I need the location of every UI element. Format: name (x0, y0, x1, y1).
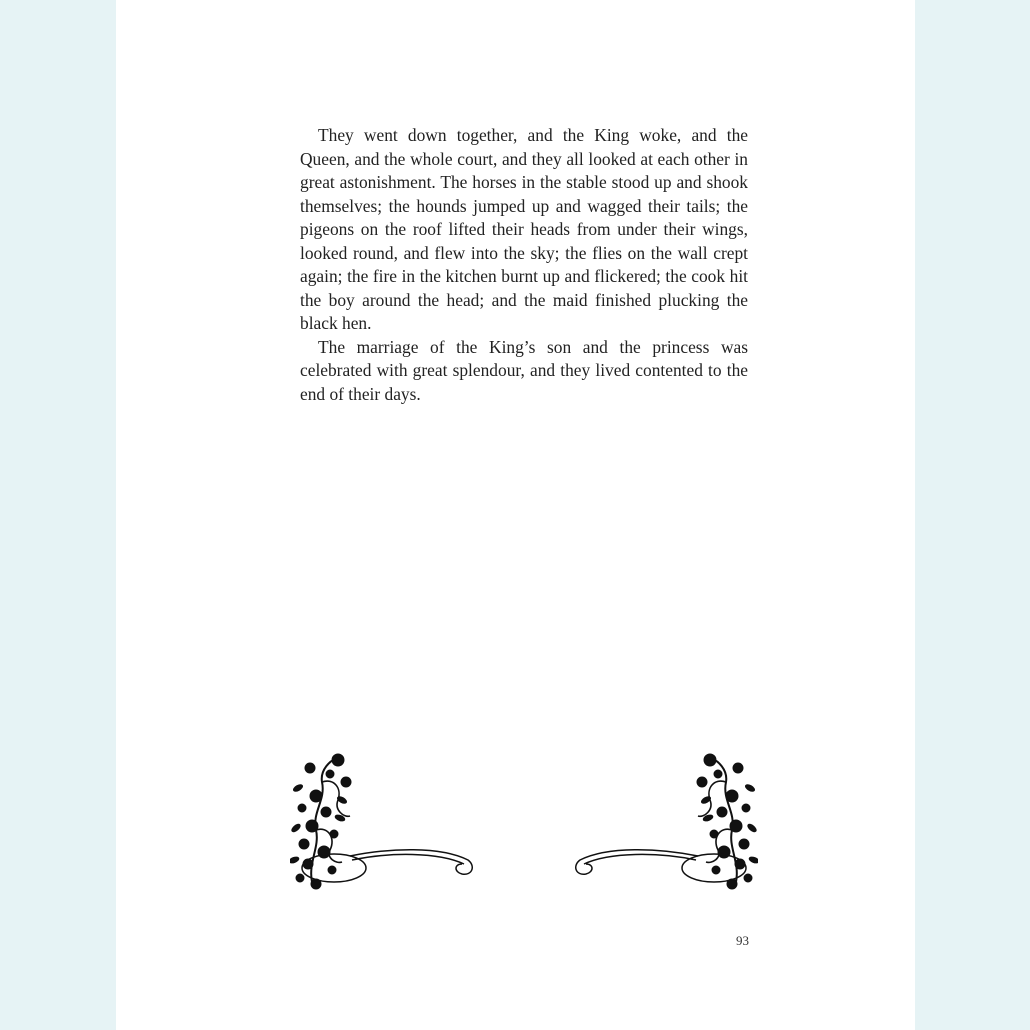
rose-vine-right-ornament (568, 752, 758, 890)
paragraph-2: The marriage of the King’s son and the princess was celebrated with great splendour, and they lived contented to the end of their days. (300, 336, 748, 404)
paragraph-1: They went down together, and the King woke, and the Queen, and the whole court, and they all looked at each other in great astonishment. The horses in the stable stood up and shook themselves; the hounds jumped up and wagged their tails; the pigeons on the roof lifted their heads from under their wings, looked round, and flew into the sky; the flies on the wall crept again; the fire in the kitchen burnt up and flickered; the cook hit the boy around the head; and the maid finished plucking the black hen. (300, 125, 748, 333)
body-text (300, 124, 748, 406)
page-number: 93 (736, 933, 749, 948)
book-page (116, 0, 915, 1030)
rose-vine-left-ornament (290, 752, 480, 890)
